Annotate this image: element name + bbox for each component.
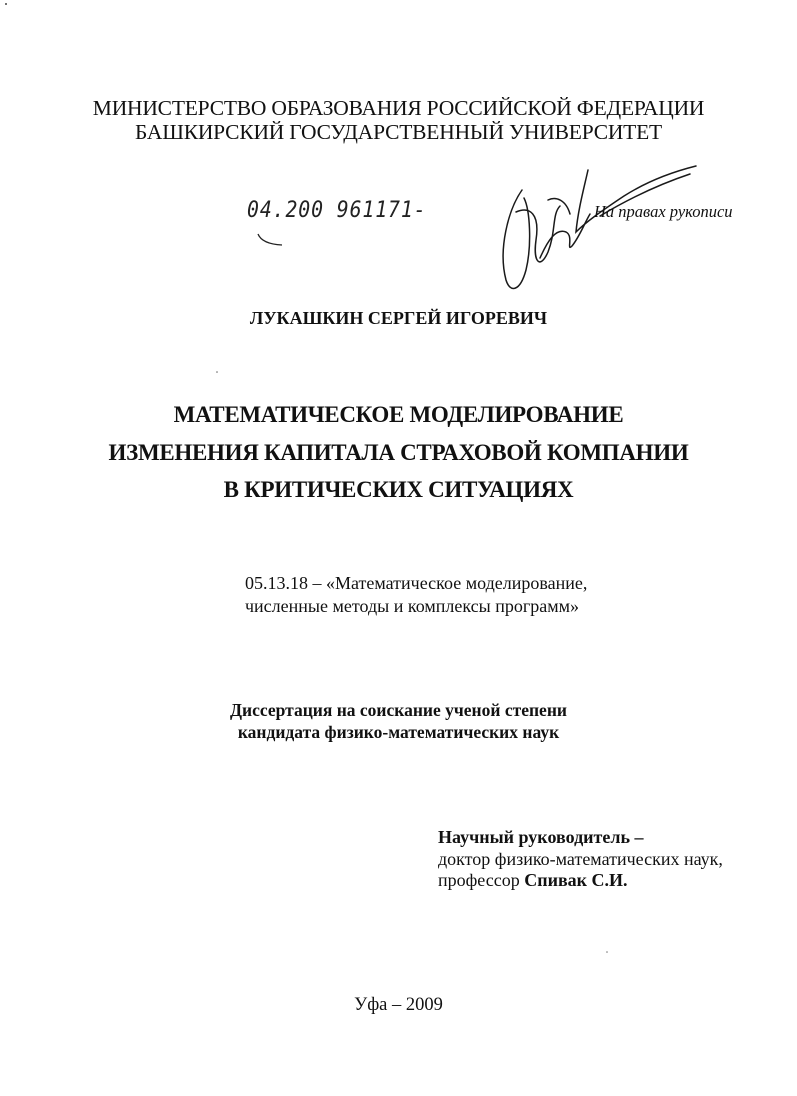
- degree-statement-line: кандидата физико-математических наук: [237, 722, 560, 742]
- scan-speck: [606, 951, 608, 953]
- handwritten-tick: [258, 234, 282, 245]
- specialty-code-line: 05.13.18 – «Математическое моделирование,: [245, 573, 588, 593]
- supervisor-name-line: [438, 870, 628, 891]
- scan-speck: [216, 371, 218, 373]
- dissertation-title-line: В КРИТИЧЕСКИХ СИТУАЦИЯХ: [223, 477, 574, 502]
- dissertation-title-line: ИЗМЕНЕНИЯ КАПИТАЛА СТРАХОВОЙ КОМПАНИИ: [108, 440, 689, 465]
- supervisor-rank: доктор физико-математических наук,: [438, 849, 723, 869]
- supervisor-title-prefix: профессор: [438, 870, 520, 890]
- ministry-name: МИНИСТЕРСТВО ОБРАЗОВАНИЯ РОССИЙСКОЙ ФЕДЕРАЦИИ: [92, 96, 705, 120]
- archive-code: 04.200 961171-: [247, 198, 427, 223]
- manuscript-rights-note: На правах рукописи: [594, 202, 733, 221]
- specialty-name-line: численные методы и комплексы программ»: [245, 596, 580, 616]
- city-year: Уфа – 2009: [354, 995, 443, 1015]
- supervisor-name: Спивак С.И.: [524, 870, 628, 890]
- scan-speck: [5, 3, 7, 5]
- dissertation-title-line: МАТЕМАТИЧЕСКОЕ МОДЕЛИРОВАНИЕ: [173, 402, 624, 427]
- supervisor-heading: Научный руководитель –: [438, 827, 644, 847]
- handwritten-signature: [503, 166, 696, 288]
- author-name: ЛУКАШКИН СЕРГЕЙ ИГОРЕВИЧ: [249, 308, 548, 328]
- university-name: БАШКИРСКИЙ ГОСУДАРСТВЕННЫЙ УНИВЕРСИТЕТ: [135, 120, 662, 144]
- degree-statement-line: Диссертация на соискание ученой степени: [230, 700, 567, 720]
